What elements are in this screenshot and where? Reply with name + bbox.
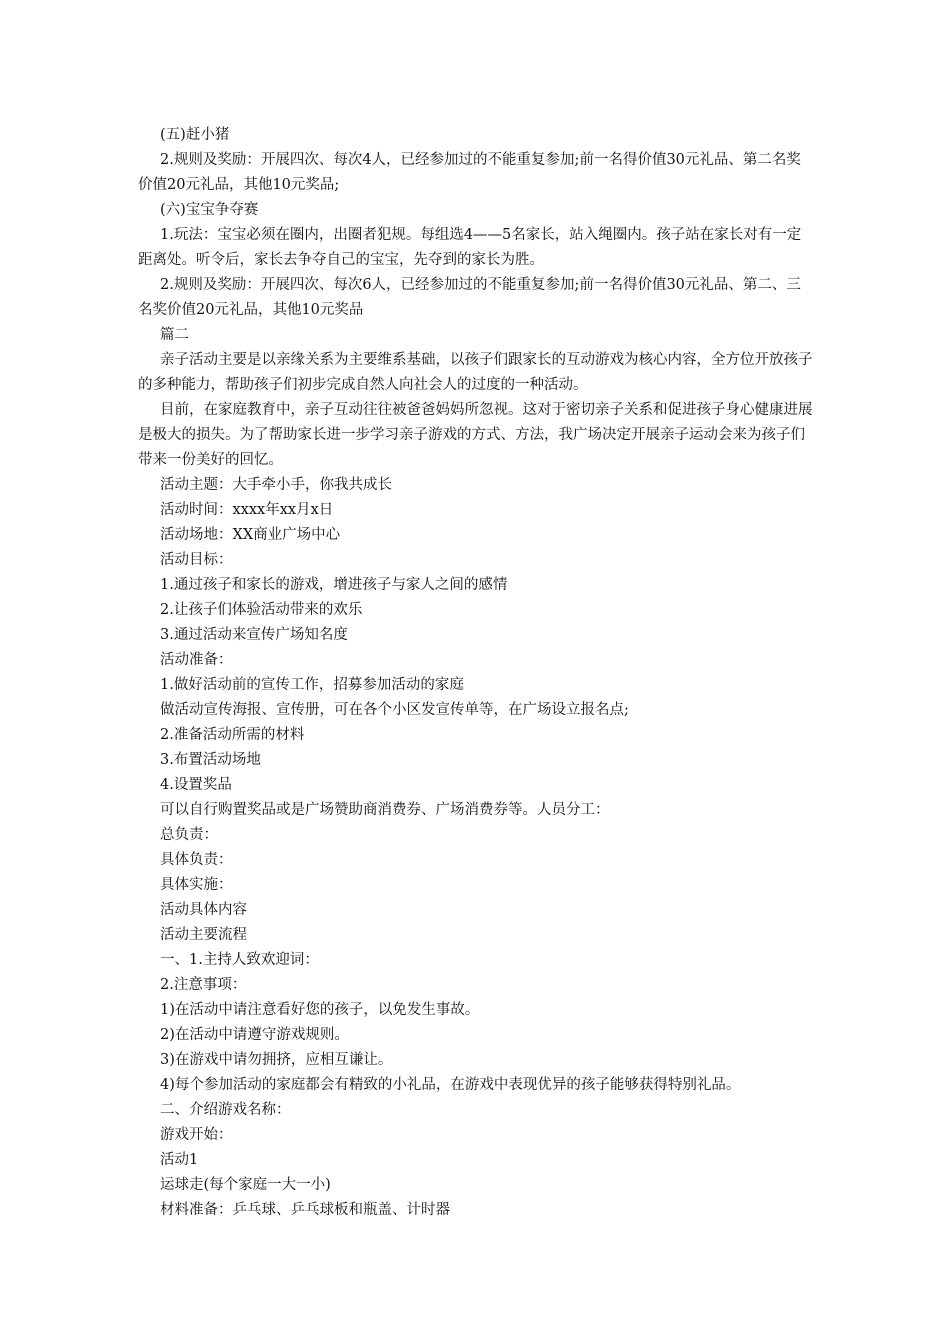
paragraph: 2.准备活动所需的材料 <box>160 727 305 743</box>
paragraph: 1.玩法：宝宝必须在圈内，出圈者犯规。每组选4——5名家长，站入绳圈内。孩子站在家长对有一定距离处。听令后，家长去争夺自己的宝宝，先夺到的家长为胜。 <box>138 227 802 268</box>
paragraph: (六)宝宝争夺赛 <box>160 202 259 218</box>
paragraph: 1.做好活动前的宣传工作，招募参加活动的家庭 <box>160 677 464 693</box>
paragraph: (五)赶小猪 <box>160 127 230 143</box>
paragraph: 亲子活动主要是以亲缘关系为主要维系基础，以孩子们跟家长的互动游戏为核心内容，全方位开放孩子的多种能力，帮助孩子们初步完成自然人向社会人的过度的一种活动。 <box>138 352 813 393</box>
paragraph: 材料准备：乒乓球、乒乓球板和瓶盖、计时器 <box>160 1202 450 1218</box>
paragraph: 活动主要流程 <box>160 927 247 943</box>
paragraph: 一、1.主持人致欢迎词： <box>160 952 319 968</box>
paragraph: 活动场地：XX商业广场中心 <box>160 527 341 543</box>
paragraph: 活动目标： <box>160 552 233 568</box>
paragraph: 具体负责： <box>160 852 233 868</box>
paragraph: 二、介绍游戏名称： <box>160 1102 291 1118</box>
paragraph: 3)在游戏中请勿拥挤，应相互谦让。 <box>160 1052 393 1068</box>
paragraph: 篇二 <box>160 327 189 343</box>
paragraph: 活动1 <box>160 1152 199 1168</box>
paragraph: 做活动宣传海报、宣传册，可在各个小区发宣传单等，在广场设立报名点; <box>160 702 629 718</box>
paragraph: 1.通过孩子和家长的游戏，增进孩子与家人之间的感情 <box>160 577 508 593</box>
paragraph: 活动时间：xxxx年xx月x日 <box>160 502 334 518</box>
paragraph: 目前，在家庭教育中，亲子互动往往被爸爸妈妈所忽视。这对于密切亲子关系和促进孩子身心健康进展是极大的损失。为了帮助家长进一步学习亲子游戏的方式、方法，我广场决定开展亲子运动会来为孩子们带来一份美好的回忆。 <box>138 402 813 468</box>
paragraph: 具体实施： <box>160 877 233 893</box>
paragraph: 3.布置活动场地 <box>160 752 261 768</box>
paragraph: 活动具体内容 <box>160 902 247 918</box>
paragraph: 2.规则及奖励：开展四次、每次4人，已经参加过的不能重复参加;前一名得价值30元礼品、第二名奖价值20元礼品，其他10元奖品; <box>138 152 801 193</box>
paragraph: 2.注意事项： <box>160 977 247 993</box>
paragraph: 1)在活动中请注意看好您的孩子，以免发生事故。 <box>160 1002 480 1018</box>
paragraph: 2.规则及奖励：开展四次、每次6人，已经参加过的不能重复参加;前一名得价值30元礼品、第二、三名奖价值20元礼品，其他10元奖品 <box>138 277 801 318</box>
paragraph: 活动准备： <box>160 652 233 668</box>
paragraph: 游戏开始： <box>160 1127 233 1143</box>
paragraph: 2)在活动中请遵守游戏规则。 <box>160 1027 349 1043</box>
paragraph: 4)每个参加活动的家庭都会有精致的小礼品，在游戏中表现优异的孩子能够获得特别礼品。 <box>160 1077 741 1093</box>
paragraph: 4.设置奖品 <box>160 777 232 793</box>
paragraph: 总负责： <box>160 827 218 843</box>
paragraph: 3.通过活动来宣传广场知名度 <box>160 627 348 643</box>
paragraph: 运球走(每个家庭一大一小) <box>160 1177 331 1193</box>
paragraph: 可以自行购置奖品或是广场赞助商消费券、广场消费券等。人员分工： <box>160 802 610 818</box>
document-body <box>138 123 813 1223</box>
paragraph: 2.让孩子们体验活动带来的欢乐 <box>160 602 363 618</box>
paragraph: 活动主题：大手牵小手，你我共成长 <box>160 477 392 493</box>
